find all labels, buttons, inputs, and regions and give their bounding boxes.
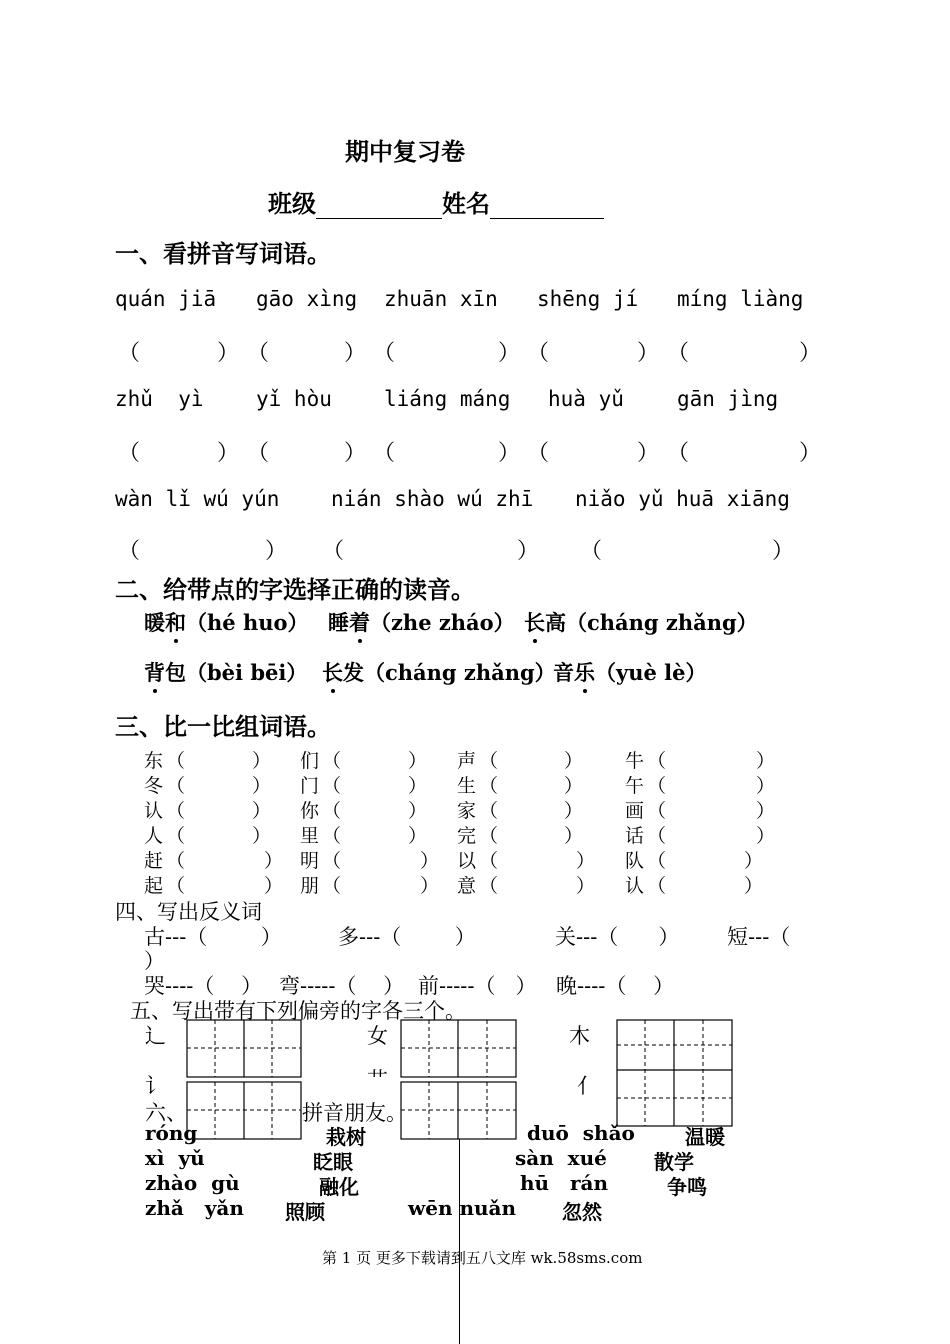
match-item: 散学 [654, 1150, 694, 1174]
answer-paren-open: （ [322, 850, 342, 872]
answer-paren-close: ） [756, 825, 776, 847]
pinyin-item: niǎo yǔ huā xiāng [575, 487, 790, 511]
radical: 女 [367, 1024, 388, 1048]
answer-paren-close: ） [498, 341, 521, 366]
radical: 亻 [577, 1074, 598, 1098]
pinyin-item: quán jiā [115, 287, 217, 311]
pinyin-item: zhǔ yì [115, 387, 204, 411]
pinyin-item: nián shào wú zhī [331, 487, 534, 511]
answer-paren-open: （ [322, 539, 345, 564]
answer-paren-open: （ [479, 825, 499, 847]
answer-paren-close: ） [799, 341, 822, 366]
tian-grid-box [187, 1082, 301, 1139]
dotted-char: 长 [524, 610, 545, 635]
compare-char: 人 [144, 825, 164, 847]
answer-paren-close: ） [498, 441, 521, 466]
compare-char: 话 [625, 825, 645, 847]
match-item: 融化 [319, 1175, 359, 1199]
answer-paren-open: （ [647, 800, 667, 822]
answer-paren-close: ） [252, 825, 272, 847]
answer-paren-close: ） [420, 875, 440, 897]
answer-paren-close: ） [564, 750, 584, 772]
compare-char: 赶 [144, 850, 164, 872]
match-item: xì yǔ [145, 1146, 205, 1170]
answer-paren-close: ） [564, 800, 584, 822]
answer-paren-close: ） [576, 875, 596, 897]
answer-paren-close: ） [420, 850, 440, 872]
match-item: 栽树 [326, 1125, 366, 1149]
dotted-char: 乐 [574, 660, 595, 685]
pinyin-item: wàn lǐ wú yún [115, 487, 280, 511]
pinyin-item: shēng jí [537, 287, 639, 311]
answer-paren-open: （ [479, 850, 499, 872]
answer-paren-open: （ [322, 875, 342, 897]
pinyin-item: huà yǔ [548, 387, 624, 411]
answer-paren-open: （ [322, 800, 342, 822]
answer-paren-open: （ [118, 539, 141, 564]
answer-paren-open: （ [373, 341, 396, 366]
match-item: 眨眼 [313, 1150, 353, 1174]
page-footer: 第 1 页 更多下载请到五八文库 wk.58sms.com [322, 1249, 643, 1267]
answer-paren-open: （ [479, 800, 499, 822]
vertical-rule [459, 1139, 460, 1344]
answer-paren-open: （ [527, 341, 550, 366]
answer-paren-close: ） [252, 800, 272, 822]
class-label: 班级 [268, 189, 316, 218]
compare-char: 朋 [300, 875, 320, 897]
answer-paren-open: （ [166, 850, 186, 872]
section-2-heading: 二、给带点的字选择正确的读音。 [115, 575, 475, 604]
name-label: 姓名 [442, 189, 490, 218]
compare-char: 你 [300, 800, 320, 822]
pinyin-item: liáng máng [384, 387, 511, 411]
compare-char: 画 [625, 800, 645, 822]
pinyin-item: zhuān xīn [384, 287, 498, 311]
answer-paren-open: （ [479, 875, 499, 897]
answer-paren-close: ） [408, 825, 428, 847]
pinyin-item: yǐ hòu [256, 387, 332, 411]
answer-paren-open: （ [322, 825, 342, 847]
answer-paren-open: （ [527, 441, 550, 466]
reading-item: 音乐（yuè lè） [553, 660, 707, 685]
section-1-heading: 一、看拼音写词语。 [115, 239, 331, 268]
answer-paren-open: （ [580, 539, 603, 564]
antonym-item: 古---（ ） [144, 925, 282, 949]
answer-paren-open: （ [118, 341, 141, 366]
compare-char: 以 [457, 850, 477, 872]
match-item: 争鸣 [667, 1175, 707, 1199]
antonym-item: 弯-----（ ） [279, 974, 405, 998]
answer-paren-open: （ [667, 441, 690, 466]
class-name-line [268, 184, 604, 219]
answer-paren-close: ） [408, 775, 428, 797]
name-blank[interactable] [490, 196, 604, 219]
match-item: zhào gù [145, 1171, 240, 1195]
compare-char: 认 [144, 800, 164, 822]
compare-char: 午 [625, 775, 645, 797]
compare-char: 里 [300, 825, 320, 847]
answer-paren-close: ） [264, 850, 284, 872]
answer-paren-close: ） [264, 875, 284, 897]
compare-char: 牛 [625, 750, 645, 772]
answer-paren-close: ） [408, 800, 428, 822]
section-6-heading-suffix: 拼音朋友。 [302, 1101, 407, 1125]
answer-paren-close: ） [756, 750, 776, 772]
answer-paren-close: ） [217, 341, 240, 366]
answer-paren-close: ） [564, 825, 584, 847]
answer-paren-open: （ [166, 775, 186, 797]
answer-paren-close: ） [744, 875, 764, 897]
tian-grid-box [187, 1020, 301, 1077]
radical: 艹 [367, 1068, 388, 1092]
section-5-heading: 五、写出带有下列偏旁的字各三个。 [130, 999, 466, 1023]
compare-char: 生 [457, 775, 477, 797]
antonym-item: 关---（ ） [555, 925, 680, 949]
pinyin-item: gāo xìng [256, 287, 358, 311]
answer-paren-open: （ [667, 341, 690, 366]
antonym-item: 多---（ ） [338, 925, 476, 949]
answer-paren-close: ） [756, 800, 776, 822]
answer-paren-close: ） [756, 775, 776, 797]
dotted-char: 和 [165, 610, 186, 635]
section-3-heading: 三、比一比组词语。 [115, 712, 331, 741]
answer-paren-open: （ [479, 775, 499, 797]
answer-paren-close: ） [772, 539, 795, 564]
answer-paren-close: ） [252, 775, 272, 797]
answer-paren-open: （ [322, 775, 342, 797]
answer-paren-close: ） [265, 539, 288, 564]
match-item: 忽然 [562, 1200, 602, 1224]
answer-paren-close: ） [576, 850, 596, 872]
match-item: hū rán [520, 1171, 609, 1195]
answer-paren-close: ） [517, 539, 540, 564]
answer-paren-open: （ [647, 825, 667, 847]
section-4-heading: 四、写出反义词 [115, 900, 262, 924]
dotted-char: 长 [322, 660, 343, 685]
compare-char: 队 [625, 850, 645, 872]
radical: 讠 [145, 1074, 166, 1098]
radical: 木 [569, 1024, 590, 1048]
answer-paren-open: （ [647, 875, 667, 897]
answer-paren-close: ） [408, 750, 428, 772]
answer-paren-close: ） [252, 750, 272, 772]
pinyin-item: gān jìng [677, 387, 779, 411]
compare-char: 认 [625, 875, 645, 897]
reading-item: 长发（cháng zhǎng） [322, 660, 556, 685]
answer-paren-open: （ [647, 750, 667, 772]
antonym-item: 短---（ [727, 925, 791, 949]
reading-item: 暖和（hé huo） [144, 610, 309, 635]
class-blank[interactable] [316, 196, 442, 219]
page-title: 期中复习卷 [345, 137, 465, 166]
answer-paren-close: ） [564, 775, 584, 797]
answer-paren-close: ） [637, 441, 660, 466]
reading-item: 长高（cháng zhǎng） [524, 610, 758, 635]
answer-paren-close: ） [744, 850, 764, 872]
antonym-wrap: ） [144, 949, 165, 973]
tian-grid-box [617, 1020, 732, 1126]
radical: 辶 [145, 1024, 166, 1048]
answer-paren-open: （ [647, 850, 667, 872]
tian-grid-box [401, 1082, 516, 1139]
compare-char: 冬 [144, 775, 164, 797]
section-6-heading-prefix: 六、 [145, 1101, 187, 1125]
reading-item: 睡着（zhe zháo） [328, 610, 515, 635]
answer-paren-open: （ [479, 750, 499, 772]
answer-paren-open: （ [166, 875, 186, 897]
answer-paren-close: ） [637, 341, 660, 366]
answer-paren-open: （ [322, 750, 342, 772]
answer-paren-open: （ [373, 441, 396, 466]
match-item: 温暖 [685, 1125, 725, 1149]
compare-char: 们 [300, 750, 320, 772]
pinyin-item: míng liàng [677, 287, 804, 311]
antonym-item: 晚----（ ） [556, 974, 675, 998]
compare-char: 明 [300, 850, 320, 872]
compare-char: 门 [300, 775, 320, 797]
answer-paren-open: （ [166, 825, 186, 847]
answer-paren-open: （ [647, 775, 667, 797]
match-item: wēn nuǎn [408, 1196, 517, 1220]
match-item: sàn xué [515, 1146, 607, 1170]
antonym-item: 前-----（ ） [418, 974, 537, 998]
match-item: 照顾 [285, 1200, 325, 1224]
compare-char: 起 [144, 875, 164, 897]
dotted-char: 背 [144, 660, 165, 685]
tian-grid-box [401, 1020, 516, 1077]
match-item: zhǎ yǎn [145, 1196, 244, 1220]
dotted-char: 着 [349, 610, 370, 635]
answer-paren-close: ） [344, 341, 367, 366]
compare-char: 声 [457, 750, 477, 772]
compare-char: 东 [144, 750, 164, 772]
reading-item: 背包（bèi bēi） [144, 660, 308, 685]
answer-paren-open: （ [247, 441, 270, 466]
compare-char: 意 [457, 875, 477, 897]
match-item: duō shǎo [527, 1121, 635, 1145]
answer-paren-close: ） [799, 441, 822, 466]
antonym-item: 哭----（ ） [144, 974, 263, 998]
match-item: róng [145, 1121, 198, 1145]
compare-char: 完 [457, 825, 477, 847]
compare-char: 家 [457, 800, 477, 822]
answer-paren-open: （ [118, 441, 141, 466]
answer-paren-close: ） [217, 441, 240, 466]
answer-paren-open: （ [166, 750, 186, 772]
answer-paren-open: （ [247, 341, 270, 366]
answer-paren-close: ） [344, 441, 367, 466]
answer-paren-open: （ [166, 800, 186, 822]
